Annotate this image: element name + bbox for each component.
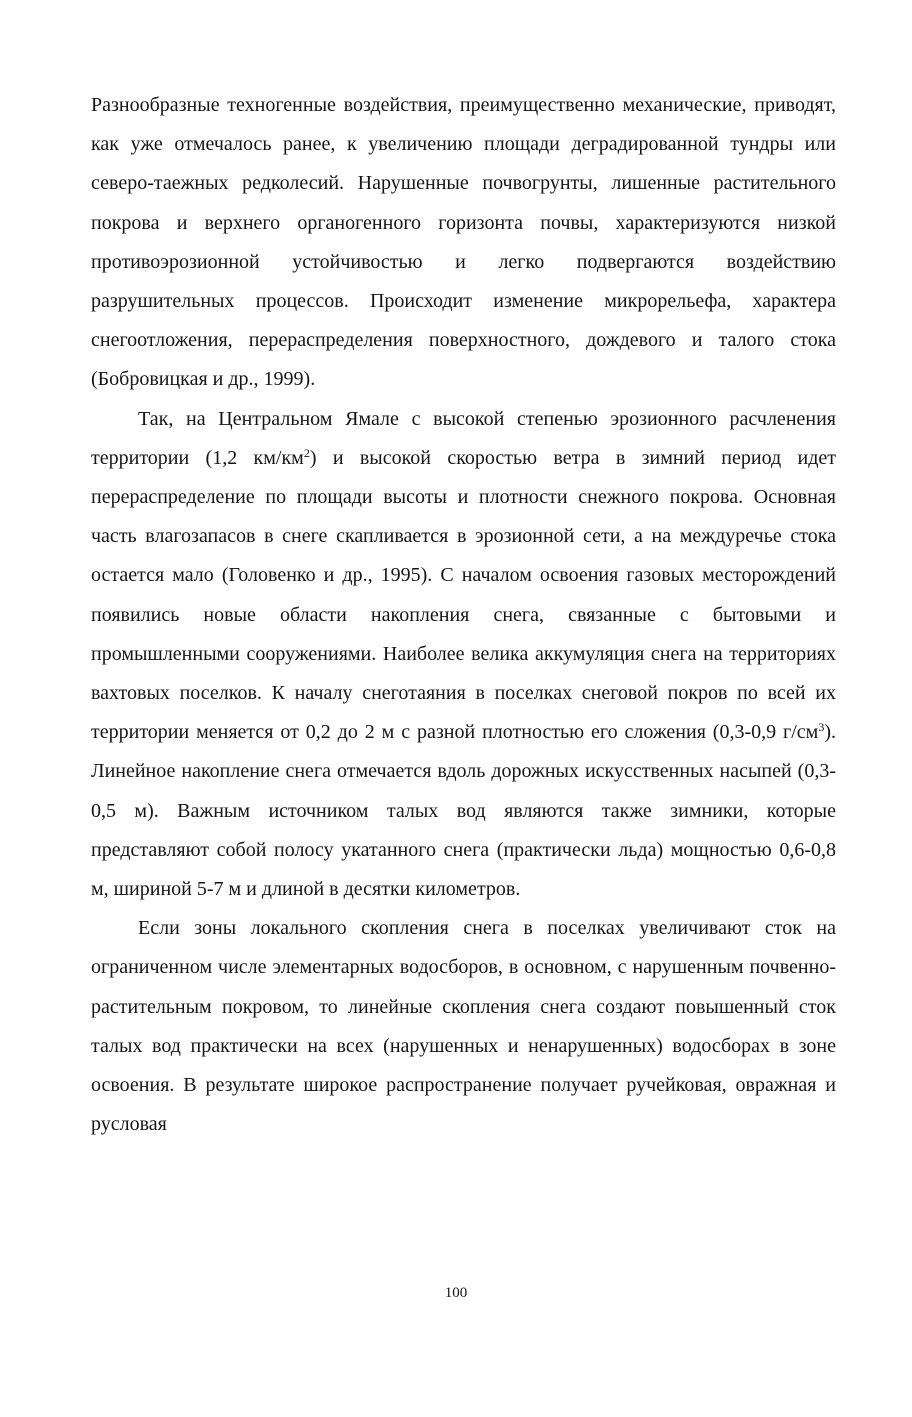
- document-body: [91, 86, 836, 1144]
- paragraph-3: [91, 909, 836, 1144]
- page-number: 100: [444, 1285, 468, 1301]
- paragraph-3-text: Если зоны локального скопления снега в поселках увеличивают сток на ограниченном числе элементарных водосборов, в основном, с нарушенным почвенно-растительным покровом, то линейные скопления снега создают повышенный сток талых вод практически на всех (нарушенных и ненарушенных) водосборах в зоне освоения. В результате широкое распространение получает ручейковая, овражная и русловая: [91, 917, 836, 1136]
- paragraph-1-text: Разнообразные техногенные воздействия, преимущественно механические, приводят, как уже отмечалось ранее, к увеличению площади деградированной тундры или северо-таежных редколесий. Нарушенные почвогрунты, лишенные растительного покрова и верхнего органогенного горизонта почвы, характеризуются низкой противоэрозионной устойчивостью и легко подвергаются воздействию разрушительных процессов. Происходит изменение микрорельефа, характера снегоотложения, перераспределения поверхностного, дождевого и талого стока (Бобровицкая и др., 1999).: [91, 94, 836, 391]
- paragraph-2-text-a: Так, на Центральном Ямале с высокой степенью эрозионного расчленения территории (1,2 км/км: [91, 407, 836, 469]
- paragraph-2-text-c: ). Линейное накопление снега отмечается вдоль дорожных искусственных насыпей (0,3-0,5 м). Важным источником талых вод являются также зимники, которые представляют собой полосу укатанного снега (практически льда) мощностью 0,6-0,8 м, шириной 5-7 м и длиной в десятки километров.: [91, 721, 836, 901]
- paragraph-2-text-b: ) и высокой скоростью ветра в зимний период идет перераспределение по площади высоты и плотности снежного покрова. Основная часть влагозапасов в снеге скапливается в эрозионной сети, а на междуречье стока остается мало (Головенко и др., 1995). С началом освоения газовых месторождений появились новые области накопления снега, связанные с бытовыми и промышленными сооружениями. Наиболее велика аккумуляция снега на территориях вахтовых поселков. К началу снеготаяния в поселках снеговой покров по всей их территории меняется от 0,2 до 2 м с разной плотностью его сложения (0,3-0,9 г/см: [91, 446, 836, 744]
- superscript-km2: 2: [303, 445, 310, 460]
- superscript-cm3: 3: [818, 720, 825, 735]
- paragraph-1: [91, 86, 836, 400]
- paragraph-2: [91, 400, 836, 910]
